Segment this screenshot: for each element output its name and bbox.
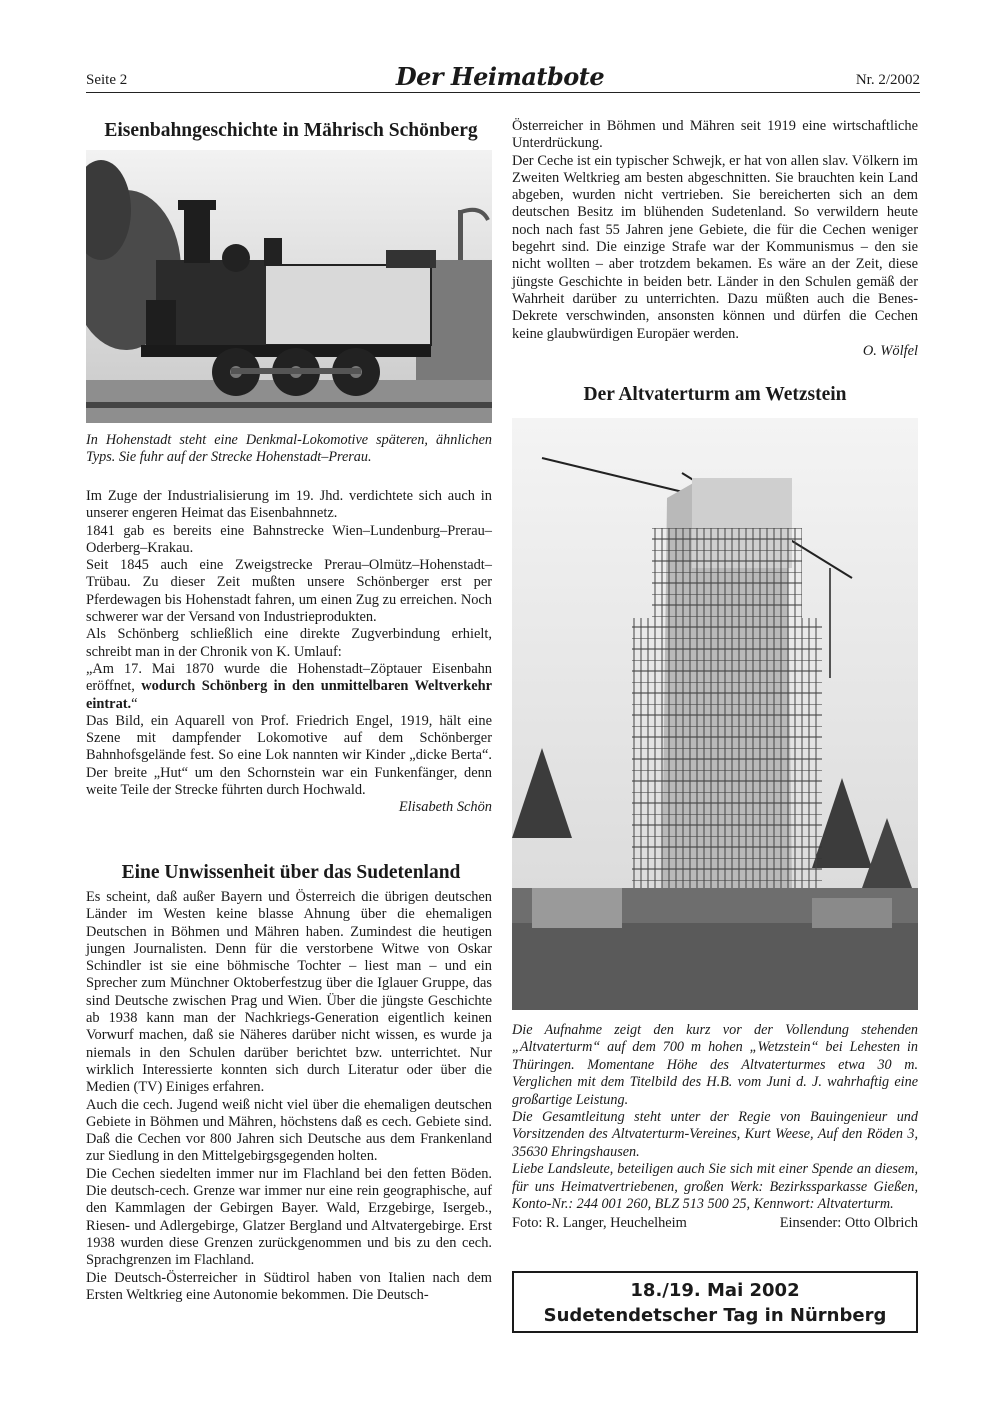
paragraph: Als Schönberg schließlich eine direkte Zugverbindung erhielt, schreibt man in der Chronik von K. Umlauf: — [86, 626, 492, 660]
tower-caption — [512, 1022, 918, 1232]
header-rule — [86, 92, 920, 93]
caption-text: Liebe Landsleute, beteiligen auch Sie sich mit einer Spende an diesem, für uns Heimatvertriebenen, großen Werk: Bezirkssparkasse Gießen, Konto-Nr.: 244 001 260, BLZ 513 500 25, Kennwort: Altvaterturm. — [512, 1161, 918, 1213]
tower-photo — [512, 418, 918, 1010]
article-title-railway: Eisenbahngeschichte in Mährisch Schönberg — [104, 120, 478, 141]
locomotive-caption — [86, 432, 492, 467]
masthead-title: Der Heimatbote — [395, 62, 605, 91]
locomotive-photo — [86, 150, 492, 423]
issue-number: Nr. 2/2002 — [855, 72, 920, 88]
credits-row — [512, 1215, 918, 1232]
article-continuation — [512, 118, 918, 360]
article-body-railway — [86, 488, 492, 817]
paragraph: Seit 1845 auch eine Zweigstrecke Prerau–Olmütz–Hohenstadt–Trübau. Zu dieser Zeit mußten unsere Schönberger erst per Pferdewagen bis Hohenstadt fahren, um einen Zug zu erreichen. Noch schwerer war der Versand von Industrieprodukten. — [86, 557, 492, 626]
caption-text: Die Gesamtleitung steht unter der Regie von Bauingenieur und Vorsitzenden des Altvaterturm-Vereines, Kurt Weese, Auf den Röden 3, 35630 Ehringshausen. — [512, 1109, 918, 1160]
paragraph: Der Ceche ist ein typischer Schwejk, er hat von allen slav. Völkern im Zweiten Weltkrieg am besten abgeschnitten. Sie brauchten kein Land abgeben, wurden nicht vertrieben. Sie bereicherten sich an dem deutschen Besitz im blühenden Sudetenland. So verwildern heute noch nach fast 55 Jahren jene Gebiete, die für die Cechen weniger begehrt sind. Die einzige Strafe war der Kommunismus – den sie nicht wollten – aber trotzdem bekamen. Es wäre an der Zeit, diese jüngste Geschichte in beiden betr. Länder in den Schulen gemäß der Wahrheit darüber zu unterrichten. Dazu müßten auch die Benes-Dekrete verschwinden, ansonsten können und dürfen die Cechen keine glaubwürdigen Europäer werden. — [512, 152, 918, 342]
paragraph: Die Cechen siedelten immer nur im Flachland bei den fetten Böden. Die deutsch-cech. Grenze war immer nur eine rein geographische, auf den Kammlagen der Gebirgen Bayer. Wald, Erzgebirge, Isergeb., Riesen- und Adlergebirge, Glatzer Bergland und Altvatergebirge. Erst 1938 wurden diese Grenzen zurückgenommen und bis zu den cech. Sprachgrenzen im Flachland. — [86, 1165, 492, 1269]
paragraph: Die Deutsch-Österreicher in Südtirol haben von Italien nach dem Ersten Weltkrieg eine Autonomie bekommen. Die Deutsch- — [86, 1269, 492, 1303]
page-number: Seite 2 — [86, 72, 128, 88]
caption-text: In Hohenstadt steht eine Denkmal-Lokomotive späteren, ähnlichen Typs. Sie fuhr auf der Strecke Hohenstadt–Prerau. — [86, 432, 492, 466]
event-banner — [512, 1271, 918, 1333]
article-title-altvaterturm: Der Altvaterturm am Wetzstein — [583, 384, 847, 405]
photo-credit: Foto: R. Langer, Heuchelheim — [512, 1215, 687, 1232]
article-title-sudetenland: Eine Unwissenheit über das Sudetenland — [121, 862, 461, 883]
paragraph: 1841 gab es bereits eine Bahnstrecke Wien–Lundenburg–Prerau–Oderberg–Krakau. — [86, 522, 492, 556]
event-date: 18./19. Mai 2002 — [630, 1280, 800, 1301]
author-signature: Elisabeth Schön — [398, 799, 492, 816]
paragraph: Im Zuge der Industrialisierung im 19. Jhd. verdichtete sich auch in unserer engeren Heimat das Eisenbahnnetz. — [86, 488, 492, 522]
paragraph: Österreicher in Böhmen und Mähren seit 1919 eine wirtschaftliche Unterdrückung. — [512, 118, 918, 152]
paragraph: Auch die cech. Jugend weiß nicht viel über die ehemaligen deutschen Gebiete in Böhmen und Mähren, höchstens daß es cech. Gebiete sind. Daß die Cechen vor 800 Jahren sich Deutsche aus dem Frankenland zur Siedlung in den Mittelgebirgsgegenden holten. — [86, 1096, 492, 1165]
article-body-sudetenland — [86, 889, 492, 1304]
event-title: Sudetendetscher Tag in Nürnberg — [543, 1305, 887, 1326]
paragraph: Es scheint, daß außer Bayern und Österreich die übrigen deutschen Länder im Westen keine blasse Ahnung über die ehemaligen Deutschen in Böhmen und Mähren haben. Zumindest die heutigen jungen Journalisten. Denn für die verstorbene Witwe von Oskar Schindler ist sie eine böhmische Tochter – liest man – und ein Sprecher zum Münchner Oktoberfestzug über die Iglauer Gruppe, das sind Deutsche zwischen Prag und Wien. Über die jüngste Geschichte ab 1938 kann man der Nachkriegs-Generation eigentlich keinen Vorwurf machen, daß sie Näheres darüber nicht wissen, es wurde ja niemals in den Schulen darüber berichtet bzw. unterrichtet. Nur wirklich Interessierte konnten sich durch Literatur oder über die Medien (TV) Einiges erfahren. — [86, 889, 492, 1096]
chronicle-quote: „Am 17. Mai 1870 wurde die Hohenstadt–Zöptauer Eisenbahn eröffnet, wodurch Schönberg in den unmittelbaren Weltverkehr eintrat.“ — [86, 660, 492, 712]
author-signature: O. Wölfel — [862, 342, 918, 359]
sender-credit: Einsender: Otto Olbrich — [779, 1215, 918, 1232]
caption-text: Die Aufnahme zeigt den kurz vor der Vollendung stehenden „Altvaterturm“ auf dem 700 m hohen „Wetzstein“ bei Lehesten in Thüringen. Momentane Höhe des Altvaterturmes etwa 30 m. Verglichen mit dem Titelbild des H.B. vom Juni d. J. wahrhaftig eine großartige Leistung. — [512, 1022, 918, 1108]
paragraph: Das Bild, ein Aquarell von Prof. Friedrich Engel, 1919, hält eine Szene mit dampfender Lokomotive auf dem Schönberger Bahnhofsgelände fest. So eine Lok nannten wir Kinder „dicke Berta“. Der breite „Hut“ um den Schornstein war ein Funkenfänger, denn weite Teile der Strecke führten durch Hochwald. — [86, 712, 492, 799]
quote-emphasis: wodurch Schönberg in den unmittelbaren Weltverkehr eintrat. — [86, 678, 492, 712]
